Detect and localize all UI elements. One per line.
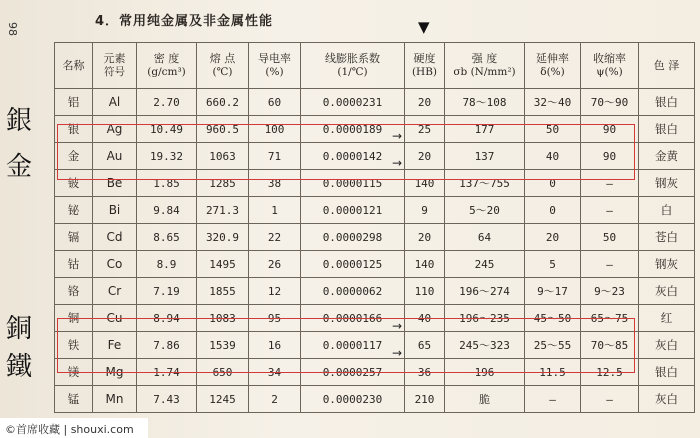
watermark: ©首席收藏 | shouxi.com [0, 418, 148, 438]
cell-conductivity: 2 [249, 386, 301, 413]
cell-expansion: 0.0000121 [301, 197, 405, 224]
cell-shrinkage: 90 [581, 116, 639, 143]
cell-expansion: 0.0000166 [301, 305, 405, 332]
cell-conductivity: 60 [249, 89, 301, 116]
cell-name: 金 [55, 143, 93, 170]
cell-symbol: Au [93, 143, 137, 170]
metal-properties-table [54, 42, 695, 413]
cell-melting-point: 650 [197, 359, 249, 386]
cell-hardness: 20 [405, 224, 445, 251]
cell-name: 铜 [55, 305, 93, 332]
pointer-arrow-icon: → [392, 129, 403, 143]
cell-elongation: — [525, 386, 581, 413]
cell-conductivity: 26 [249, 251, 301, 278]
cell-hardness: 110 [405, 278, 445, 305]
cell-melting-point: 1495 [197, 251, 249, 278]
col-header-expansion: 线膨胀系数 (1/℃) [301, 43, 405, 89]
cell-symbol: Fe [93, 332, 137, 359]
cell-shrinkage: 70～85 [581, 332, 639, 359]
cell-conductivity: 95 [249, 305, 301, 332]
cell-elongation: 32～40 [525, 89, 581, 116]
cell-name: 铍 [55, 170, 93, 197]
table-row [55, 386, 695, 413]
cell-name: 钴 [55, 251, 93, 278]
cell-density: 8.94 [137, 305, 197, 332]
cell-strength: 177 [445, 116, 525, 143]
cell-expansion: 0.0000142 [301, 143, 405, 170]
col-header-shrinkage: 收缩率 ψ(%) [581, 43, 639, 89]
cell-conductivity: 71 [249, 143, 301, 170]
table-title: 4．常用纯金属及非金属性能 [95, 14, 274, 29]
cell-conductivity: 38 [249, 170, 301, 197]
cell-density: 7.86 [137, 332, 197, 359]
cell-conductivity: 16 [249, 332, 301, 359]
cell-symbol: Be [93, 170, 137, 197]
col-header-density: 密 度 (g/cm³) [137, 43, 197, 89]
table-row [55, 305, 695, 332]
cell-expansion: 0.0000298 [301, 224, 405, 251]
cell-color: 苍白 [639, 224, 695, 251]
cell-shrinkage: — [581, 170, 639, 197]
cell-shrinkage: 65～75 [581, 305, 639, 332]
cell-shrinkage: 12.5 [581, 359, 639, 386]
cell-hardness: 40 [405, 305, 445, 332]
side-label-silver: 銀 [6, 106, 33, 136]
cell-melting-point: 271.3 [197, 197, 249, 224]
cell-color: 钢灰 [639, 251, 695, 278]
pointer-arrow-icon: → [392, 346, 403, 360]
cell-shrinkage: — [581, 251, 639, 278]
cell-symbol: Co [93, 251, 137, 278]
cell-density: 7.43 [137, 386, 197, 413]
cell-name: 镁 [55, 359, 93, 386]
cell-color: 灰白 [639, 278, 695, 305]
table-row [55, 359, 695, 386]
cell-color: 灰白 [639, 386, 695, 413]
cell-symbol: Cu [93, 305, 137, 332]
cell-strength: 64 [445, 224, 525, 251]
table-row [55, 224, 695, 251]
cell-symbol: Mn [93, 386, 137, 413]
cell-symbol: Cr [93, 278, 137, 305]
cell-color: 银白 [639, 359, 695, 386]
cell-conductivity: 34 [249, 359, 301, 386]
cell-symbol: Mg [93, 359, 137, 386]
cell-conductivity: 1 [249, 197, 301, 224]
cell-hardness: 20 [405, 89, 445, 116]
cell-melting-point: 1245 [197, 386, 249, 413]
cell-expansion: 0.0000189 [301, 116, 405, 143]
cell-elongation: 20 [525, 224, 581, 251]
cell-name: 锰 [55, 386, 93, 413]
cell-density: 7.19 [137, 278, 197, 305]
cell-shrinkage: — [581, 197, 639, 224]
cell-symbol: Al [93, 89, 137, 116]
cell-expansion: 0.0000230 [301, 386, 405, 413]
cell-elongation: 0 [525, 170, 581, 197]
cell-melting-point: 660.2 [197, 89, 249, 116]
table-row [55, 143, 695, 170]
col-header-symbol: 元素 符号 [93, 43, 137, 89]
cell-strength: 196 [445, 359, 525, 386]
cell-elongation: 45～50 [525, 305, 581, 332]
cell-hardness: 9 [405, 197, 445, 224]
cell-shrinkage: 50 [581, 224, 639, 251]
pointer-arrow-icon: → [392, 156, 403, 170]
col-header-color: 色 泽 [639, 43, 695, 89]
cell-elongation: 40 [525, 143, 581, 170]
side-label-copper: 銅 [6, 314, 33, 344]
marker-arrow-icon: ▼ [418, 18, 430, 36]
cell-strength: 245 [445, 251, 525, 278]
table-row [55, 116, 695, 143]
col-header-elongation: 延伸率 δ(%) [525, 43, 581, 89]
cell-density: 8.9 [137, 251, 197, 278]
cell-melting-point: 960.5 [197, 116, 249, 143]
col-header-melting-point: 熔 点 (℃) [197, 43, 249, 89]
cell-color: 白 [639, 197, 695, 224]
cell-melting-point: 1539 [197, 332, 249, 359]
table-row [55, 197, 695, 224]
col-header-name: 名称 [55, 43, 93, 89]
cell-melting-point: 1855 [197, 278, 249, 305]
table-row [55, 89, 695, 116]
cell-shrinkage: 70～90 [581, 89, 639, 116]
col-header-hardness: 硬度 (HB) [405, 43, 445, 89]
col-header-conductivity: 导电率 (%) [249, 43, 301, 89]
cell-symbol: Cd [93, 224, 137, 251]
cell-name: 铁 [55, 332, 93, 359]
cell-density: 2.70 [137, 89, 197, 116]
cell-elongation: 5 [525, 251, 581, 278]
cell-strength: 78～108 [445, 89, 525, 116]
cell-strength: 196～274 [445, 278, 525, 305]
cell-strength: 5～20 [445, 197, 525, 224]
cell-name: 铋 [55, 197, 93, 224]
cell-hardness: 25 [405, 116, 445, 143]
cell-expansion: 0.0000231 [301, 89, 405, 116]
pointer-arrow-icon: → [392, 319, 403, 333]
cell-strength: 137～755 [445, 170, 525, 197]
cell-name: 银 [55, 116, 93, 143]
cell-symbol: Bi [93, 197, 137, 224]
cell-melting-point: 1285 [197, 170, 249, 197]
cell-expansion: 0.0000115 [301, 170, 405, 197]
cell-symbol: Ag [93, 116, 137, 143]
cell-melting-point: 320.9 [197, 224, 249, 251]
cell-color: 红 [639, 305, 695, 332]
cell-strength: 137 [445, 143, 525, 170]
cell-color: 灰白 [639, 332, 695, 359]
table-row [55, 278, 695, 305]
cell-conductivity: 22 [249, 224, 301, 251]
cell-strength: 脆 [445, 386, 525, 413]
table-row [55, 332, 695, 359]
cell-hardness: 210 [405, 386, 445, 413]
cell-hardness: 140 [405, 170, 445, 197]
page-number: 98 [6, 22, 19, 36]
cell-expansion: 0.0000062 [301, 278, 405, 305]
side-label-gold: 金 [6, 152, 33, 182]
cell-color: 钢灰 [639, 170, 695, 197]
cell-elongation: 0 [525, 197, 581, 224]
side-label-iron: 鐵 [6, 352, 33, 382]
cell-strength: 245～323 [445, 332, 525, 359]
cell-hardness: 20 [405, 143, 445, 170]
cell-density: 1.74 [137, 359, 197, 386]
cell-name: 镉 [55, 224, 93, 251]
cell-strength: 196～235 [445, 305, 525, 332]
cell-conductivity: 12 [249, 278, 301, 305]
cell-expansion: 0.0000125 [301, 251, 405, 278]
cell-name: 铝 [55, 89, 93, 116]
cell-expansion: 0.0000117 [301, 332, 405, 359]
cell-name: 铬 [55, 278, 93, 305]
cell-density: 1.85 [137, 170, 197, 197]
cell-expansion: 0.0000257 [301, 359, 405, 386]
cell-elongation: 50 [525, 116, 581, 143]
cell-shrinkage: 90 [581, 143, 639, 170]
cell-elongation: 9～17 [525, 278, 581, 305]
cell-density: 9.84 [137, 197, 197, 224]
cell-shrinkage: — [581, 386, 639, 413]
col-header-strength: 强 度 σb (N/mm²) [445, 43, 525, 89]
cell-hardness: 65 [405, 332, 445, 359]
cell-hardness: 140 [405, 251, 445, 278]
cell-density: 10.49 [137, 116, 197, 143]
cell-color: 银白 [639, 89, 695, 116]
cell-melting-point: 1063 [197, 143, 249, 170]
table-row [55, 170, 695, 197]
cell-density: 8.65 [137, 224, 197, 251]
cell-hardness: 36 [405, 359, 445, 386]
cell-conductivity: 100 [249, 116, 301, 143]
table-row [55, 251, 695, 278]
cell-shrinkage: 9～23 [581, 278, 639, 305]
header-row [55, 43, 695, 89]
cell-color: 金黄 [639, 143, 695, 170]
cell-elongation: 11.5 [525, 359, 581, 386]
cell-elongation: 25～55 [525, 332, 581, 359]
cell-melting-point: 1083 [197, 305, 249, 332]
cell-color: 银白 [639, 116, 695, 143]
cell-density: 19.32 [137, 143, 197, 170]
